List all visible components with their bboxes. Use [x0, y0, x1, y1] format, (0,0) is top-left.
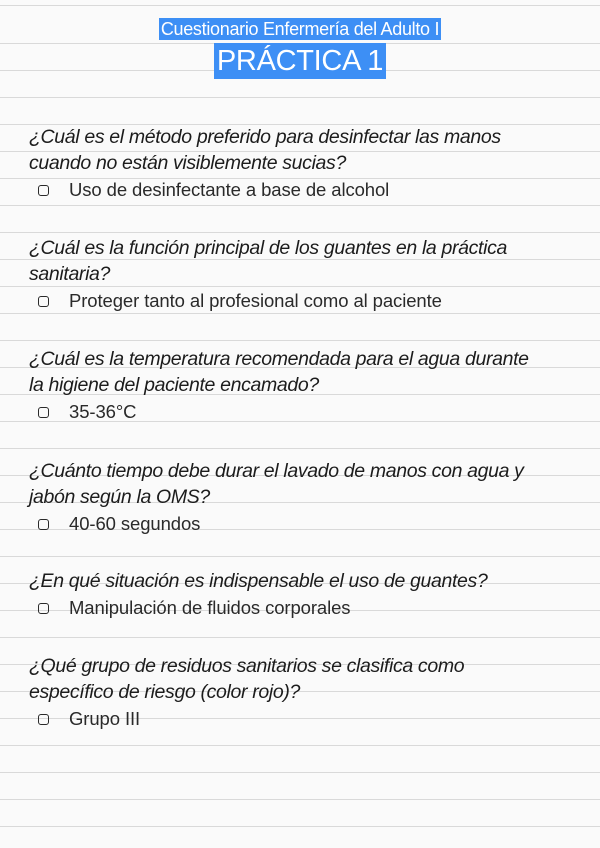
checkbox-icon[interactable] — [38, 185, 49, 196]
page-header — [0, 18, 600, 79]
question-5-text: ¿En qué situación es indispensable el uso de guantes? — [29, 570, 488, 592]
question-block-1 — [29, 124, 574, 204]
question-block-2 — [29, 235, 574, 315]
question-block-6 — [29, 653, 574, 733]
answer-4-text: 40-60 segundos — [69, 513, 201, 534]
answer-2-text: Proteger tanto al profesional como al paciente — [69, 290, 442, 311]
checkbox-icon[interactable] — [38, 296, 49, 307]
answer-option-5[interactable] — [38, 594, 574, 622]
answer-option-6[interactable] — [38, 705, 574, 733]
document-subtitle: Cuestionario Enfermería del Adulto I — [160, 19, 440, 39]
question-3-text: ¿Cuál es la temperatura recomendada para el agua durante la higiene del paciente encamado? — [29, 348, 529, 396]
answer-1-text: Uso de desinfectante a base de alcohol — [69, 179, 390, 200]
checkbox-icon[interactable] — [38, 519, 49, 530]
question-block-3 — [29, 346, 574, 426]
answer-option-4[interactable] — [38, 510, 574, 538]
answer-option-1[interactable] — [38, 176, 574, 204]
question-block-5 — [29, 568, 574, 622]
question-4-text: ¿Cuánto tiempo debe durar el lavado de manos con agua y jabón según la OMS? — [29, 460, 524, 508]
answer-option-2[interactable] — [38, 287, 574, 315]
question-2-text: ¿Cuál es la función principal de los guantes en la práctica sanitaria? — [29, 237, 507, 285]
answer-6-text: Grupo III — [69, 708, 141, 729]
checkbox-icon[interactable] — [38, 407, 49, 418]
question-6-text: ¿Qué grupo de residuos sanitarios se clasifica como específico de riesgo (color rojo)? — [29, 655, 465, 703]
answer-3-text: 35-36°C — [69, 401, 137, 422]
document-title: PRÁCTICA 1 — [214, 43, 386, 79]
question-block-4 — [29, 458, 574, 538]
answer-5-text: Manipulación de fluidos corporales — [69, 597, 351, 618]
question-1-text: ¿Cuál es el método preferido para desinfectar las manos cuando no están visiblemente sucias? — [29, 126, 501, 174]
checkbox-icon[interactable] — [38, 603, 49, 614]
answer-option-3[interactable] — [38, 398, 574, 426]
checkbox-icon[interactable] — [38, 714, 49, 725]
